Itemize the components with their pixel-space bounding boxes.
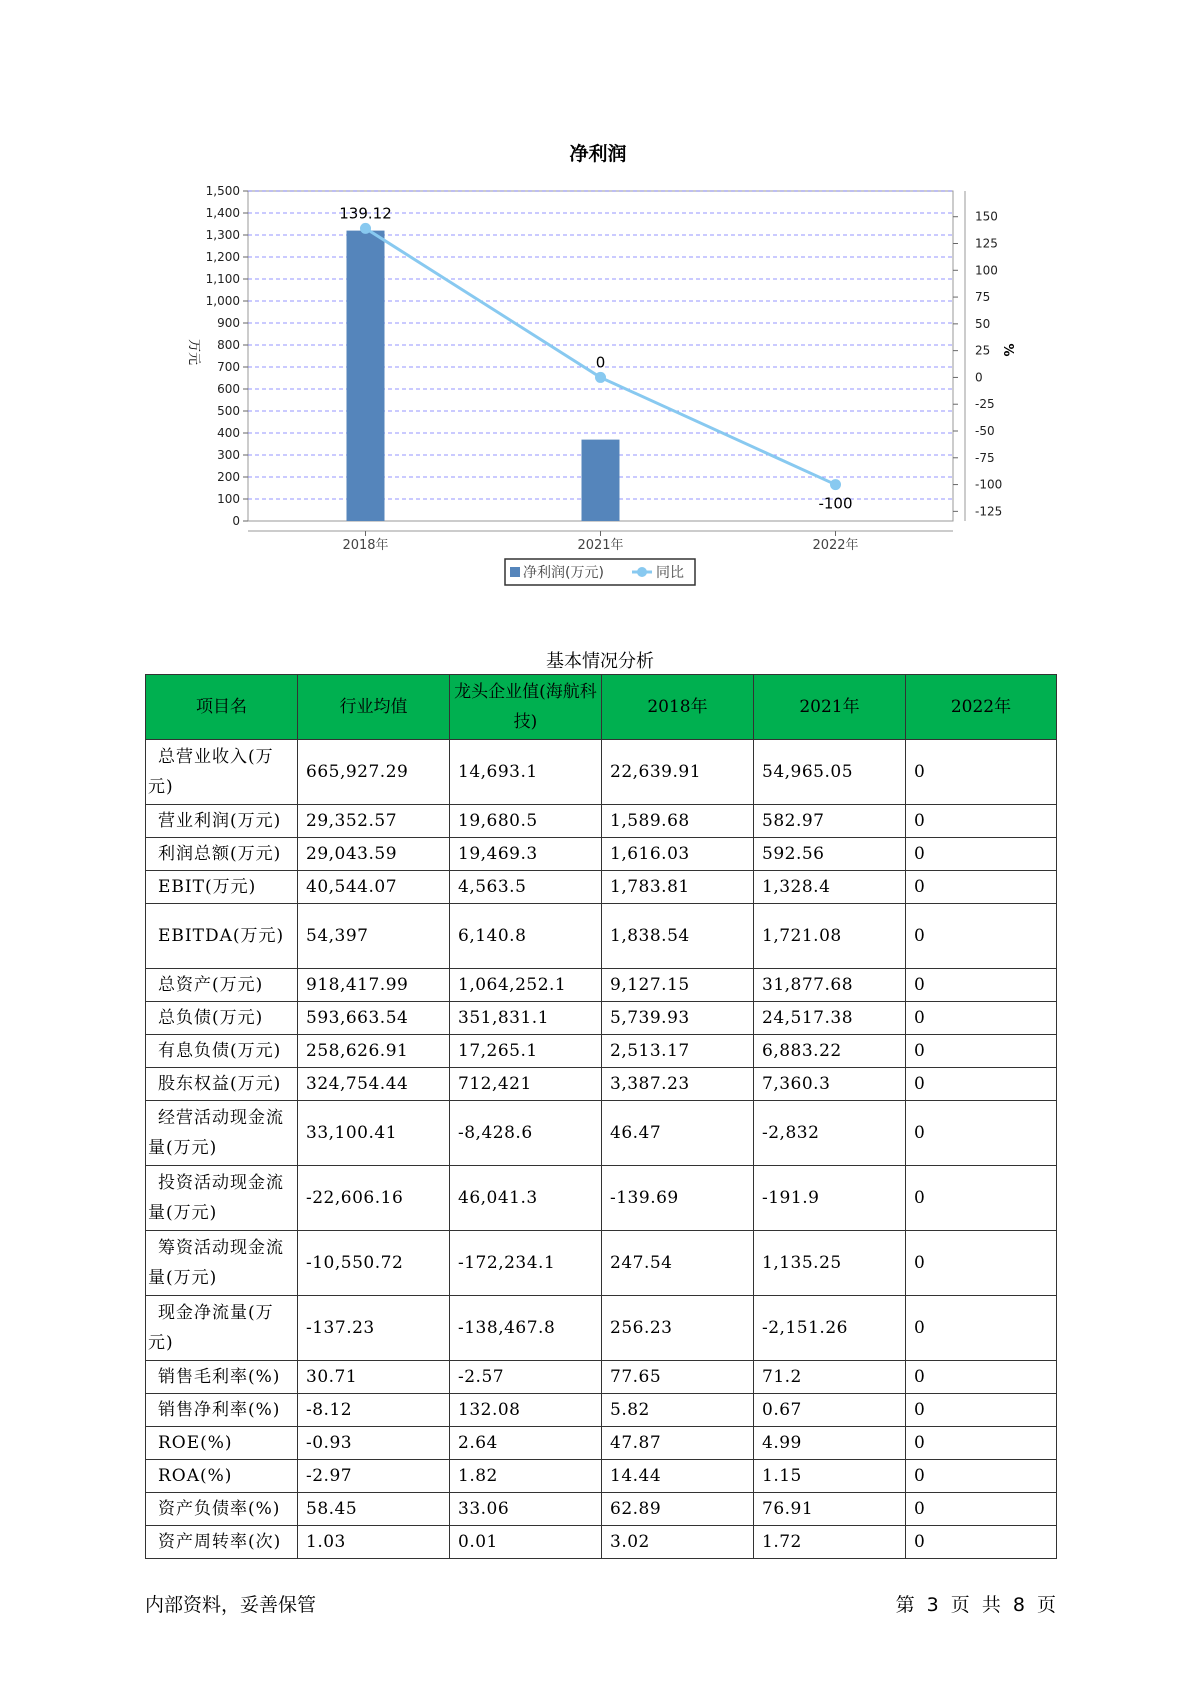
y-tick-label: 1,100 bbox=[205, 272, 240, 286]
table-row bbox=[146, 1460, 1057, 1493]
chart-legend bbox=[505, 559, 695, 585]
data-label: 139.12 bbox=[339, 204, 392, 223]
table-cell: 14.44 bbox=[602, 1460, 754, 1493]
table-cell: -2,151.26 bbox=[754, 1296, 906, 1361]
y-tick-label: 1,000 bbox=[205, 294, 240, 308]
table-cell: 247.54 bbox=[602, 1231, 754, 1296]
table-cell: 593,663.54 bbox=[298, 1002, 450, 1035]
table-cell: 33.06 bbox=[450, 1493, 602, 1526]
y2-tick-label: -25 bbox=[975, 397, 995, 412]
y2-tick-label: 75 bbox=[975, 290, 991, 305]
table-cell: -138,467.8 bbox=[450, 1296, 602, 1361]
table-row bbox=[146, 1101, 1057, 1166]
table-row bbox=[146, 871, 1057, 904]
table-cell: 1,838.54 bbox=[602, 904, 754, 969]
table-cell: 17,265.1 bbox=[450, 1035, 602, 1068]
row-label-cell: EBIT(万元) bbox=[146, 871, 298, 904]
table-cell: -0.93 bbox=[298, 1427, 450, 1460]
header-industry-avg: 行业均值 bbox=[298, 675, 450, 740]
table-cell: 1,721.08 bbox=[754, 904, 906, 969]
table-cell: 324,754.44 bbox=[298, 1068, 450, 1101]
row-label-cell: 总负债(万元) bbox=[146, 1002, 298, 1035]
table-cell: 0 bbox=[906, 1101, 1057, 1166]
table-cell: -2,832 bbox=[754, 1101, 906, 1166]
row-label-cell: 利润总额(万元) bbox=[146, 838, 298, 871]
table-cell: 22,639.91 bbox=[602, 740, 754, 805]
table-cell: 582.97 bbox=[754, 805, 906, 838]
table-cell: 71.2 bbox=[754, 1361, 906, 1394]
legend-item-bar: 净利润(万元) bbox=[523, 565, 604, 581]
y-tick-label: 100 bbox=[217, 492, 240, 506]
table-cell: 77.65 bbox=[602, 1361, 754, 1394]
data-label: -100 bbox=[818, 494, 853, 513]
table-cell: 0 bbox=[906, 969, 1057, 1002]
table-cell: 0 bbox=[906, 1394, 1057, 1427]
table-cell: 31,877.68 bbox=[754, 969, 906, 1002]
y-tick-label: 800 bbox=[217, 338, 240, 352]
table-cell: 1,135.25 bbox=[754, 1231, 906, 1296]
y-tick-label: 500 bbox=[217, 404, 240, 418]
legend-item-line: 同比 bbox=[656, 565, 684, 581]
table-cell: 1,783.81 bbox=[602, 871, 754, 904]
bar bbox=[582, 440, 620, 521]
table-cell: 712,421 bbox=[450, 1068, 602, 1101]
table-cell: 9,127.15 bbox=[602, 969, 754, 1002]
table-row bbox=[146, 1361, 1057, 1394]
table-cell: 24,517.38 bbox=[754, 1002, 906, 1035]
table-cell: 4,563.5 bbox=[450, 871, 602, 904]
row-label-cell: 资产负债率(%) bbox=[146, 1493, 298, 1526]
x-tick-label: 2021年 bbox=[577, 538, 624, 553]
table-cell: -8,428.6 bbox=[450, 1101, 602, 1166]
y-tick-label: 1,400 bbox=[205, 206, 240, 220]
table-cell: -22,606.16 bbox=[298, 1166, 450, 1231]
y-tick-label: 1,500 bbox=[205, 184, 240, 198]
legend-bar-swatch bbox=[510, 567, 520, 577]
table-cell: 0.67 bbox=[754, 1394, 906, 1427]
row-label-cell: ROE(%) bbox=[146, 1427, 298, 1460]
row-label-cell: EBITDA(万元) bbox=[146, 904, 298, 969]
y-axis-label: 万元 bbox=[186, 338, 201, 366]
footer-page-number: 第 3 页 共 8 页 bbox=[895, 1594, 1056, 1616]
net-profit-chart bbox=[0, 0, 1191, 640]
table-cell: 54,397 bbox=[298, 904, 450, 969]
table-cell: 0 bbox=[906, 1493, 1057, 1526]
table-cell: 1,328.4 bbox=[754, 871, 906, 904]
table-row bbox=[146, 1166, 1057, 1231]
table-cell: 19,680.5 bbox=[450, 805, 602, 838]
bar-series bbox=[347, 231, 620, 521]
table-cell: 6,140.8 bbox=[450, 904, 602, 969]
table-cell: 0 bbox=[906, 1361, 1057, 1394]
table-cell: 132.08 bbox=[450, 1394, 602, 1427]
table-cell: -137.23 bbox=[298, 1296, 450, 1361]
table-cell: 3,387.23 bbox=[602, 1068, 754, 1101]
table-cell: 29,043.59 bbox=[298, 838, 450, 871]
y-tick-label: 1,200 bbox=[205, 250, 240, 264]
bar bbox=[347, 231, 385, 521]
table-cell: 0 bbox=[906, 1068, 1057, 1101]
header-item-name: 项目名 bbox=[146, 675, 298, 740]
table-cell: 918,417.99 bbox=[298, 969, 450, 1002]
table-row bbox=[146, 838, 1057, 871]
yoy-point bbox=[595, 372, 606, 383]
table-cell: 665,927.29 bbox=[298, 740, 450, 805]
table-cell: 0 bbox=[906, 1035, 1057, 1068]
table-row bbox=[146, 1427, 1057, 1460]
table-cell: 0 bbox=[906, 1526, 1057, 1559]
table-cell: 1.03 bbox=[298, 1526, 450, 1559]
table-row bbox=[146, 1394, 1057, 1427]
row-label-cell: 现金净流量(万元) bbox=[146, 1296, 298, 1361]
y2-tick-label: -50 bbox=[975, 424, 995, 438]
table-cell: 6,883.22 bbox=[754, 1035, 906, 1068]
table-cell: 30.71 bbox=[298, 1361, 450, 1394]
row-label-cell: 经营活动现金流量(万元) bbox=[146, 1101, 298, 1166]
table-cell: -10,550.72 bbox=[298, 1231, 450, 1296]
table-cell: 0 bbox=[906, 1231, 1057, 1296]
data-label: 0 bbox=[595, 353, 606, 372]
y2-tick-label: 25 bbox=[975, 343, 991, 358]
y2-tick-label: -75 bbox=[975, 450, 995, 465]
table-cell: 5.82 bbox=[602, 1394, 754, 1427]
table-caption: 基本情况分析 bbox=[546, 651, 654, 672]
table-cell: 2,513.17 bbox=[602, 1035, 754, 1068]
table-cell: 351,831.1 bbox=[450, 1002, 602, 1035]
table-row bbox=[146, 1231, 1057, 1296]
x-tick-label: 2018年 bbox=[342, 538, 389, 553]
table-cell: 0 bbox=[906, 1460, 1057, 1493]
table-cell: -2.57 bbox=[450, 1361, 602, 1394]
table-cell: 0 bbox=[906, 1296, 1057, 1361]
y-tick-label: 0 bbox=[232, 514, 240, 528]
header-2018: 2018年 bbox=[602, 675, 754, 740]
table-row bbox=[146, 1493, 1057, 1526]
table-cell: 256.23 bbox=[602, 1296, 754, 1361]
table-row bbox=[146, 1068, 1057, 1101]
table-cell: -172,234.1 bbox=[450, 1231, 602, 1296]
row-label-cell: ROA(%) bbox=[146, 1460, 298, 1493]
table-cell: 1.82 bbox=[450, 1460, 602, 1493]
row-label-cell: 投资活动现金流量(万元) bbox=[146, 1166, 298, 1231]
table-cell: 0 bbox=[906, 871, 1057, 904]
table-cell: -2.97 bbox=[298, 1460, 450, 1493]
table-cell: 76.91 bbox=[754, 1493, 906, 1526]
table-cell: 2.64 bbox=[450, 1427, 602, 1460]
table-cell: 0 bbox=[906, 904, 1057, 969]
row-label-cell: 资产周转率(次) bbox=[146, 1526, 298, 1559]
y-tick-label: 300 bbox=[217, 448, 240, 462]
table-row bbox=[146, 740, 1057, 805]
x-tick-label: 2022年 bbox=[812, 538, 859, 553]
table-cell: 1,616.03 bbox=[602, 838, 754, 871]
header-2021: 2021年 bbox=[754, 675, 906, 740]
row-label-cell: 有息负债(万元) bbox=[146, 1035, 298, 1068]
header-leader-value: 龙头企业值(海航科技) bbox=[450, 675, 602, 740]
row-label-cell: 销售净利率(%) bbox=[146, 1394, 298, 1427]
table-cell: 1,589.68 bbox=[602, 805, 754, 838]
table-cell: 1.72 bbox=[754, 1526, 906, 1559]
yoy-point bbox=[360, 223, 371, 234]
table-cell: 54,965.05 bbox=[754, 740, 906, 805]
table-cell: 0 bbox=[906, 740, 1057, 805]
table-cell: 19,469.3 bbox=[450, 838, 602, 871]
table-cell: 14,693.1 bbox=[450, 740, 602, 805]
table-row bbox=[146, 805, 1057, 838]
table-header-row bbox=[146, 675, 1057, 740]
y2-tick-label: 125 bbox=[975, 236, 998, 251]
table-row bbox=[146, 1296, 1057, 1361]
row-label-cell: 营业利润(万元) bbox=[146, 805, 298, 838]
table-cell: 29,352.57 bbox=[298, 805, 450, 838]
table-cell: 1,064,252.1 bbox=[450, 969, 602, 1002]
y2-tick-label: 100 bbox=[975, 263, 998, 278]
table-cell: 40,544.07 bbox=[298, 871, 450, 904]
table-cell: 4.99 bbox=[754, 1427, 906, 1460]
row-label-cell: 总营业收入(万元) bbox=[146, 740, 298, 805]
table-cell: 33,100.41 bbox=[298, 1101, 450, 1166]
header-2022: 2022年 bbox=[906, 675, 1057, 740]
table-row bbox=[146, 904, 1057, 969]
table-cell: 46,041.3 bbox=[450, 1166, 602, 1231]
table-cell: 592.56 bbox=[754, 838, 906, 871]
table-cell: 3.02 bbox=[602, 1526, 754, 1559]
table-cell: 1.15 bbox=[754, 1460, 906, 1493]
y2-axis-label: % bbox=[1000, 343, 1015, 357]
row-label-cell: 总资产(万元) bbox=[146, 969, 298, 1002]
table-cell: 46.47 bbox=[602, 1101, 754, 1166]
y-tick-label: 900 bbox=[217, 316, 240, 330]
table-row bbox=[146, 969, 1057, 1002]
chart-title: 净利润 bbox=[569, 143, 627, 165]
table-cell: 0 bbox=[906, 1427, 1057, 1460]
row-label-cell: 股东权益(万元) bbox=[146, 1068, 298, 1101]
basic-analysis-table bbox=[145, 674, 1057, 1559]
y2-tick-label: 150 bbox=[975, 209, 998, 224]
table-row bbox=[146, 1526, 1057, 1559]
footer-confidential-note: 内部资料，妥善保管 bbox=[145, 1594, 317, 1616]
table-cell: -191.9 bbox=[754, 1166, 906, 1231]
table-cell: 0 bbox=[906, 1002, 1057, 1035]
y2-tick-label: -125 bbox=[975, 504, 1003, 519]
table-cell: 58.45 bbox=[298, 1493, 450, 1526]
y2-tick-label: 50 bbox=[975, 316, 991, 331]
table-cell: -8.12 bbox=[298, 1394, 450, 1427]
y-tick-label: 1,300 bbox=[205, 228, 240, 242]
table-row bbox=[146, 1035, 1057, 1068]
table-cell: 62.89 bbox=[602, 1493, 754, 1526]
y-tick-label: 700 bbox=[217, 360, 240, 374]
y2-tick-label: -100 bbox=[975, 477, 1003, 492]
row-label-cell: 销售毛利率(%) bbox=[146, 1361, 298, 1394]
table-body bbox=[146, 740, 1057, 1559]
table-cell: 258,626.91 bbox=[298, 1035, 450, 1068]
table-cell: 0.01 bbox=[450, 1526, 602, 1559]
table-cell: 0 bbox=[906, 805, 1057, 838]
table-cell: 0 bbox=[906, 1166, 1057, 1231]
row-label-cell: 筹资活动现金流量(万元) bbox=[146, 1231, 298, 1296]
table-cell: 0 bbox=[906, 838, 1057, 871]
y-tick-label: 400 bbox=[217, 426, 240, 440]
table-row bbox=[146, 1002, 1057, 1035]
yoy-point bbox=[830, 479, 841, 490]
table-cell: 47.87 bbox=[602, 1427, 754, 1460]
table-cell: -139.69 bbox=[602, 1166, 754, 1231]
legend-line-marker bbox=[637, 567, 647, 577]
table-cell: 7,360.3 bbox=[754, 1068, 906, 1101]
y-tick-label: 600 bbox=[217, 382, 240, 396]
y-tick-label: 200 bbox=[217, 470, 240, 484]
table-cell: 5,739.93 bbox=[602, 1002, 754, 1035]
y2-tick-label: 0 bbox=[975, 370, 983, 385]
